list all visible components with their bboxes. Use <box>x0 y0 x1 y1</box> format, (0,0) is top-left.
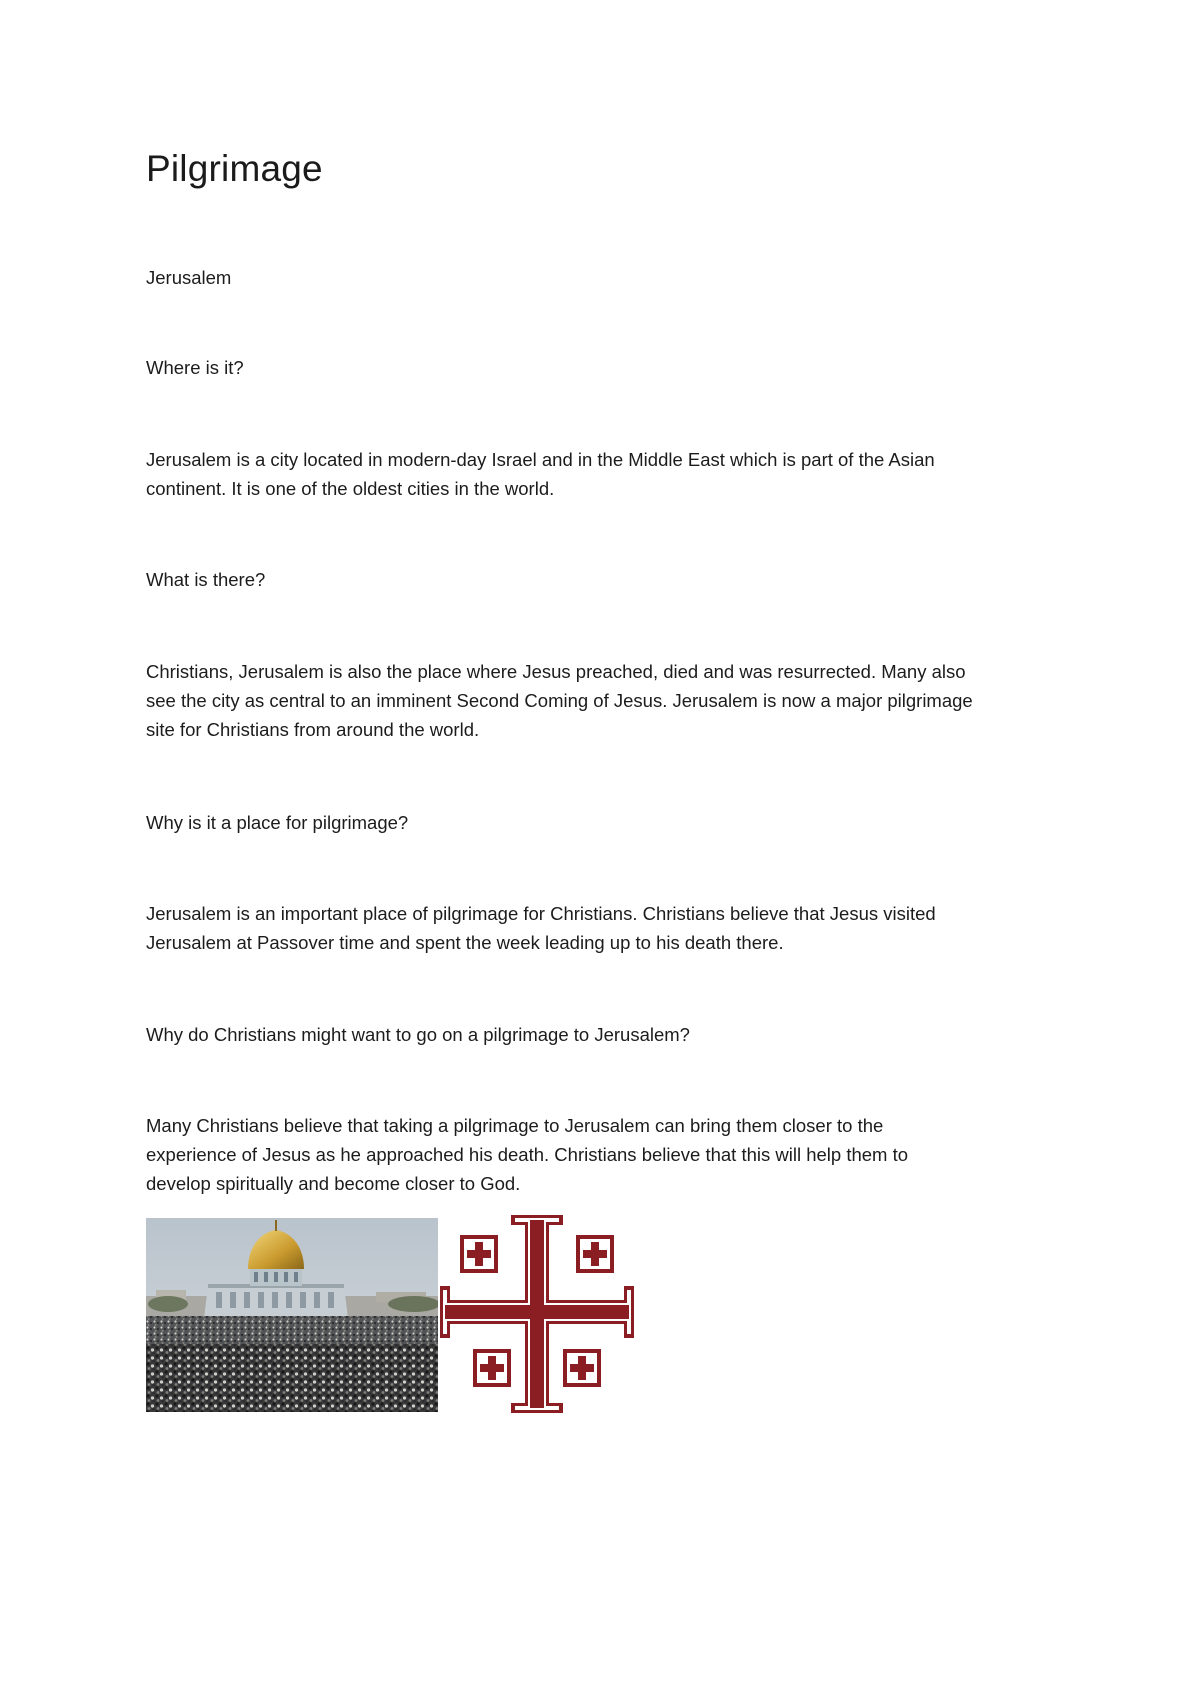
dome-of-the-rock-photo <box>146 1218 438 1412</box>
section-heading-why-go: Why do Christians might want to go on a pilgrimage to Jerusalem? <box>146 1024 690 1045</box>
text-line: experience of Jesus as he approached his death. Christians believe that this will help them to <box>146 1144 909 1165</box>
subtitle: Jerusalem <box>146 267 232 288</box>
section-heading-why-place: Why is it a place for pilgrimage? <box>146 812 409 833</box>
text-line: Many Christians believe that taking a pilgrimage to Jerusalem can bring them closer to the <box>146 1115 884 1136</box>
section-heading-what: What is there? <box>146 569 266 590</box>
small-cross-bottom-left <box>475 1351 509 1385</box>
text-line: continent. It is one of the oldest cities in the world. <box>146 478 555 499</box>
jerusalem-cross-icon <box>437 1213 637 1417</box>
page-title: Pilgrimage <box>146 148 323 189</box>
section-body-where <box>146 445 1066 503</box>
text-line: see the city as central to an imminent Second Coming of Jesus. Jerusalem is now a major pilgrimage <box>146 690 973 711</box>
section-heading-where: Where is it? <box>146 357 244 378</box>
text-line: Christians, Jerusalem is also the place where Jesus preached, died and was resurrected. Many also <box>146 661 966 682</box>
text-line: develop spiritually and become closer to God. <box>146 1173 521 1194</box>
small-cross-bottom-right <box>565 1351 599 1385</box>
text-line: Jerusalem at Passover time and spent the week leading up to his death there. <box>146 932 784 953</box>
section-body-why-go <box>146 1111 1066 1198</box>
section-body-what <box>146 657 1066 744</box>
text-line: Jerusalem is a city located in modern-day Israel and in the Middle East which is part of the Asian <box>146 449 935 470</box>
text-line: Jerusalem is an important place of pilgrimage for Christians. Christians believe that Jesus visited <box>146 903 936 924</box>
section-body-why-place <box>146 899 1066 957</box>
text-line: site for Christians from around the world. <box>146 719 480 740</box>
small-cross-top-left <box>462 1237 496 1271</box>
small-cross-top-right <box>578 1237 612 1271</box>
